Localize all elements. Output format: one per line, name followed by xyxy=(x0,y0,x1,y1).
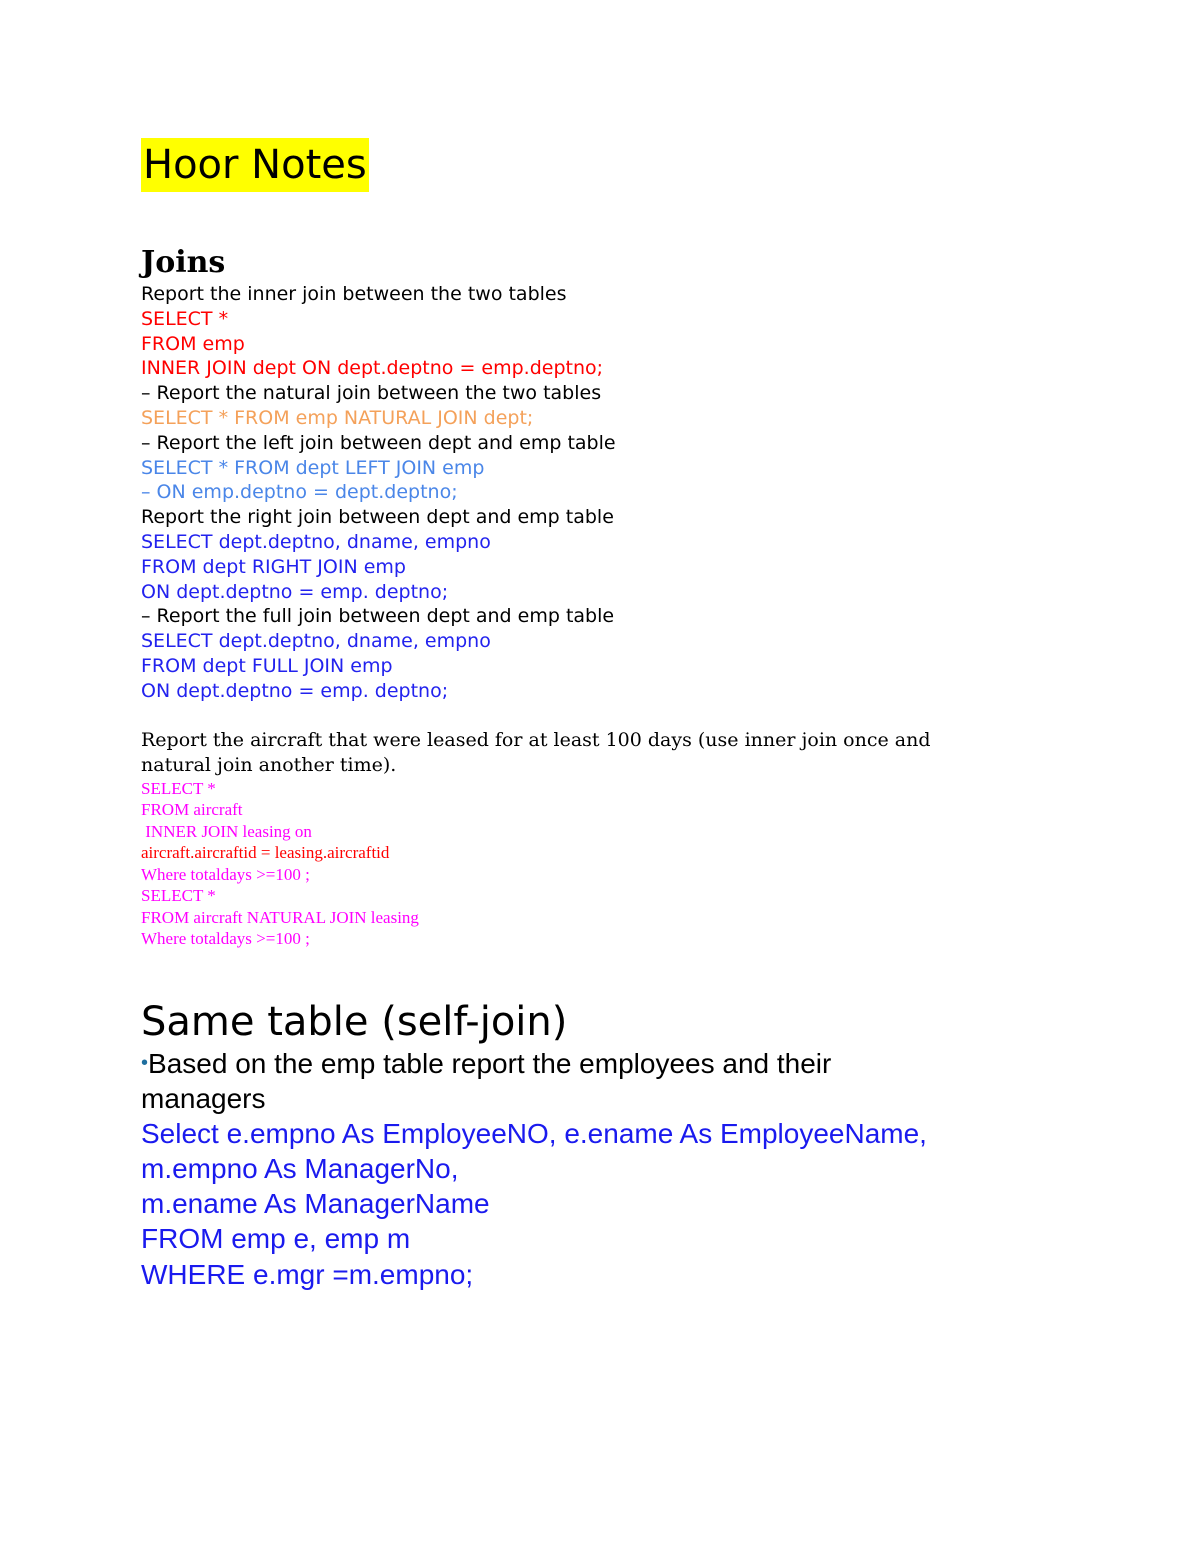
joins-line: ON dept.deptno = emp. deptno; xyxy=(141,580,449,603)
joins-line: ON dept.deptno = emp. deptno; xyxy=(141,679,449,702)
joins-line: – Report the left join between dept and emp table xyxy=(141,431,616,454)
joins-section xyxy=(141,282,1041,704)
joins-line: Report the right join between dept and emp table xyxy=(141,506,614,529)
aircraft-line: INNER JOIN leasing on xyxy=(141,821,312,841)
joins-line: – ON emp.deptno = dept.deptno; xyxy=(141,481,458,504)
spacer xyxy=(141,704,1041,728)
joins-line: – Report the full join between dept and emp table xyxy=(141,605,615,628)
aircraft-line: FROM aircraft xyxy=(141,800,243,820)
aircraft-line: Where totaldays >=100 ; xyxy=(141,864,310,884)
joins-line: INNER JOIN dept ON dept.deptno = emp.deptno; xyxy=(141,357,604,380)
joins-line: SELECT * FROM emp NATURAL JOIN dept; xyxy=(141,406,534,429)
aircraft-line: FROM aircraft NATURAL JOIN leasing xyxy=(141,907,419,927)
joins-line: – Report the natural join between the two tables xyxy=(141,382,602,405)
joins-line: SELECT * xyxy=(141,307,229,330)
joins-line: FROM dept RIGHT JOIN emp xyxy=(141,555,406,578)
aircraft-question: Report the aircraft that were leased for at least 100 days (use inner join once and natural join another time). xyxy=(141,728,931,776)
document-page xyxy=(141,138,1041,1292)
aircraft-line: aircraft.aircraftid = leasing.aircraftid xyxy=(141,843,390,863)
self-join-line: m.ename As ManagerName xyxy=(141,1188,490,1220)
self-join-heading: Same table (self-join) xyxy=(141,998,568,1045)
aircraft-line: SELECT * xyxy=(141,778,216,798)
self-join-line: m.empno As ManagerNo, xyxy=(141,1152,459,1184)
self-join-line: WHERE e.mgr =m.empno; xyxy=(141,1258,474,1290)
bullet-text: Based on the emp table report the employees and their managers xyxy=(141,1047,832,1114)
joins-line: SELECT * FROM dept LEFT JOIN emp xyxy=(141,456,485,479)
aircraft-line: SELECT * xyxy=(141,886,216,906)
title-row xyxy=(141,138,1041,192)
bullet-icon: • xyxy=(141,1051,149,1074)
aircraft-line: Where totaldays >=100 ; xyxy=(141,929,310,949)
document-title: Hoor Notes xyxy=(141,138,369,192)
joins-line: FROM emp xyxy=(141,332,245,355)
joins-heading: Joins xyxy=(141,245,226,280)
self-join-bullet xyxy=(141,1046,921,1116)
joins-line: Report the inner join between the two tables xyxy=(141,283,567,305)
joins-line: FROM dept FULL JOIN emp xyxy=(141,654,393,677)
aircraft-section xyxy=(141,778,1041,950)
self-join-line: Select e.empno As EmployeeNO, e.ename As EmployeeName, xyxy=(141,1117,927,1149)
joins-line: SELECT dept.deptno, dname, empno xyxy=(141,630,491,653)
joins-line: SELECT dept.deptno, dname, empno xyxy=(141,530,491,553)
self-join-code xyxy=(141,1116,1041,1292)
self-join-line: FROM emp e, emp m xyxy=(141,1223,411,1255)
